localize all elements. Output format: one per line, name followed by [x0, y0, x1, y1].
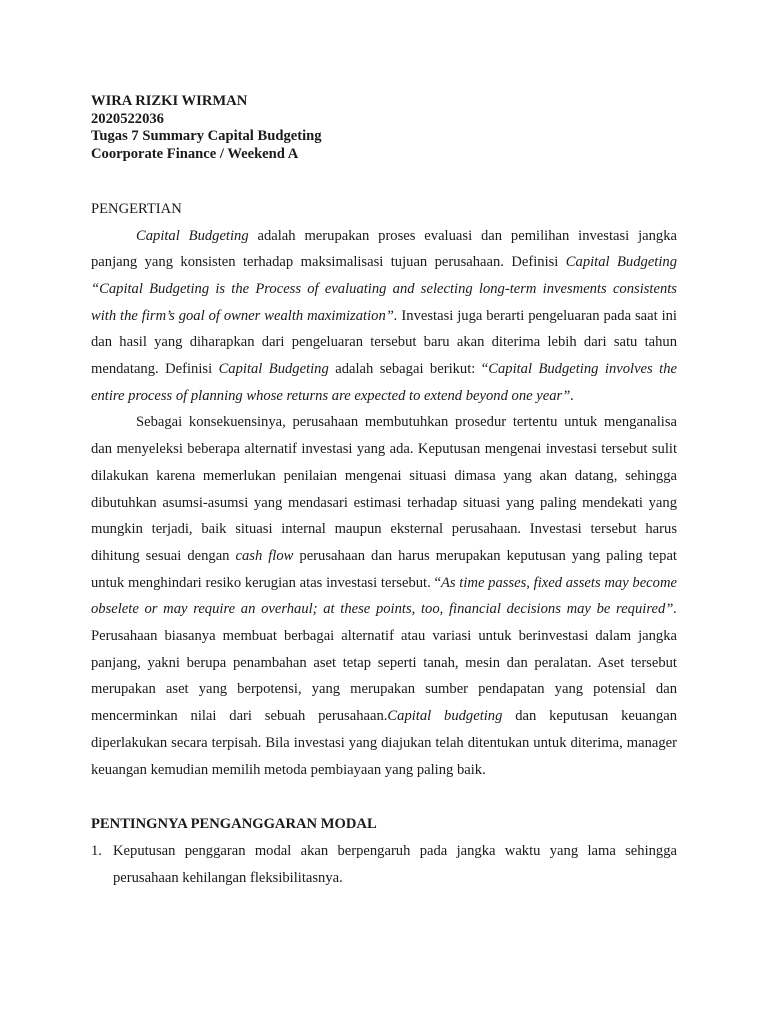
term-capital-budgeting: Capital budgeting: [387, 708, 503, 725]
list-item-text: Keputusan penggaran modal akan berpengaruh pada jangka waktu yang lama sehingga perusahaan kehilangan fleksibilitasnya.: [113, 842, 677, 886]
term-capital-budgeting: Capital Budgeting: [136, 227, 249, 244]
student-id: 2020522036: [91, 110, 164, 127]
paragraph-text: Investasi juga berarti pengeluaran pada saat ini dan hasil yang diharapkan dari pengeluaran tersebut baru akan diterima lebih dari satu tahun mendatang. Definisi: [91, 307, 677, 378]
importance-list: [91, 838, 677, 891]
paragraph-text: perusahaan dan harus merupakan keputusan yang paling tepat untuk menghindari resiko kerugian atas investasi tersebut. “: [91, 547, 677, 591]
quote-fixed-assets: As time passes, fixed assets may become obselete or may require an overhaul; at these points, too, financial decisions may be required”.: [91, 574, 677, 618]
quote-definition-2: Capital Budgeting involves the entire process of planning whose returns are expected to extend beyond one year”.: [91, 361, 677, 404]
list-item: [91, 838, 677, 891]
paragraph-text: adalah merupakan proses evaluasi dan pemilihan investasi jangka panjang yang konsisten terhadap maksimalisasi tujuan perusahaan. Definisi: [91, 227, 677, 271]
paragraph-text: Sebagai konsekuensinya, perusahaan membutuhkan prosedur tertentu untuk menganalisa dan menyeleksi beberapa alternatif investasi yang ada. Keputusan mengenai investasi tersebut sulit dilakukan karena memerlukan penilaian mengenai situasi dimasa yang akan datang, sehingga dibutuhkan asumsi-asumsi yang mendasari estimasi terhadap situasi yang paling mendekati yang mungkin terjadi, baik situasi internal maupun eksternal perusahaan. Investasi tersebut harus dihitung sesuai dengan: [91, 414, 677, 564]
section-title-importance: PENTINGNYA PENGANGGARAN MODAL: [91, 816, 377, 833]
document-page: [91, 93, 677, 891]
quote-definition-1: Capital Budgeting “Capital Budgeting is the Process of evaluating and selecting long-term invesments consistents with the firm’s goal of owner wealth maximization”.: [91, 254, 677, 324]
term-cash-flow: cash flow: [235, 547, 294, 564]
paragraph-text: Perusahaan biasanya membuat berbagai alternatif atau variasi untuk berinvestasi dalam jangka panjang, yakni berupa penambahan aset tetap seperti tanah, mesin dan peralatan. Aset tersebut merupakan aset yang berpotensi, yang merupakan sumber pendapatan yang potensial dan mencerminkan nilai dari sebuah perusahaan.: [91, 628, 677, 725]
document-header: [91, 93, 677, 164]
course-name: Coorporate Finance / Weekend A: [91, 146, 299, 163]
term-capital-budgeting: Capital Budgeting: [218, 361, 329, 378]
paragraph-consequences: [91, 409, 677, 783]
author-name: WIRA RIZKI WIRMAN: [91, 93, 248, 109]
assignment-title: Tugas 7 Summary Capital Budgeting: [91, 128, 322, 145]
paragraph-text: adalah sebagai berikut: “: [328, 361, 489, 378]
paragraph-text: dan keputusan keuangan diperlakukan secara terpisah. Bila investasi yang diajukan telah ditentukan untuk diterima, manager keuangan kemudian memilih metoda pembiayaan yang paling baik.: [91, 708, 678, 778]
section-title-pengertian: PENGERTIAN: [91, 200, 182, 217]
paragraph-definition: [91, 223, 677, 410]
list-item-number: 1.: [91, 842, 102, 859]
